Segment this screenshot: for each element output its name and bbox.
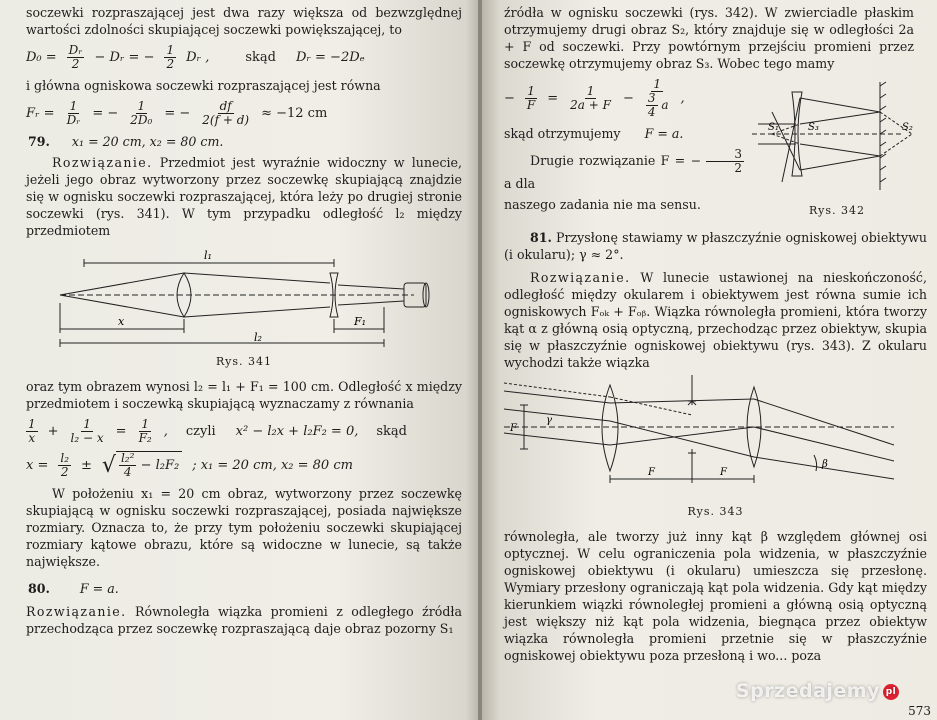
label-s2: S₂: [902, 122, 913, 133]
paragraph: soczewki rozpraszającej jest dwa razy większa od bezwzględnej wartości zdolności skupiającej soczewki powiększającej, to: [26, 5, 462, 37]
equation-and-figure: [504, 72, 927, 227]
page-number: 573: [908, 704, 931, 718]
problem-80-header: 80. F = a.: [28, 581, 119, 596]
solution-paragraph: Rozwiązanie. Równoległa wiązka promieni z odległego źródła przechodząca przez soczewkę rozpraszającą daje obraz pozorny S₁: [26, 604, 462, 636]
paragraph: i główna ogniskowa soczewki rozpraszającej jest równa: [26, 78, 381, 93]
watermark-logo: Sprzedajemy pl: [736, 680, 899, 702]
paragraph: W położeniu x₁ = 20 cm obraz, wytworzony przez soczewkę skupiającą w ognisku soczewki rozpraszającej, posiada największe rozmiary. Oznacza to, że przy tym położeniu soczewki skupiającej rozmiary kątowe obrazu, które są widoczne w lunecie, są także największe.: [26, 486, 462, 569]
fraction: $\frac{1}{\text{2D₀}}$: [130, 99, 153, 127]
equation-fr: Fᵣ = $\frac{1}{\text{Dᵣ}}$ = − $\frac{1}{\text{2D₀}}$ = − $\frac{df}{2(f + d)}$ ≈ −12 cm: [26, 99, 328, 127]
figure-caption: Rys. 341: [216, 355, 272, 368]
label-f1: F₁: [354, 315, 367, 328]
label-l1: l₁: [204, 249, 212, 262]
label-f: F: [510, 423, 517, 434]
fraction: $\frac{\text{Dᵣ}}{2}$: [68, 43, 83, 71]
problem-79-header: 79. x₁ = 20 cm, x₂ = 80 cm.: [28, 134, 224, 149]
equation-x: x = $\frac{\text{l₂}}{2}$ ± √ $\frac{\text{l₂²}}{4}$ − l₂F₂ ; x₁ = 20 cm, x₂ = 80 cm: [26, 450, 353, 479]
paragraph: równoległa, ale tworzy już inny kąt β względem głównej osi optycznej. W celu ograniczenia pola widzenia, w płaszczyźnie ogniskowej obiektywu (i okularu) umieszcza się przesłonę. Wymiary przesłony ograniczają kąt pola widzenia. Gdy kąt między kierunkiem wiązki równoległej promieni a główną osią optyczną jest większy niż kąt pola widzenia, biegnąca przez obiektyw wiązka równoległa promieni przetnie się w płaszczyźnie ogniskowej obiektywu poza przesłoną i wo... poza: [504, 529, 927, 663]
label-l2: l₂: [254, 331, 262, 344]
solution-paragraph: Rozwiązanie. Przedmiot jest wyraźnie widoczny w lunecie, jeżeli jego obraz wytworzony przez soczewkę skupiającą znajdzie się w ognisku soczewki rozpraszającej, która leży po drugiej stronie soczewki (rys. 341). W tym przypadku odległość l₂ między przedmiotem: [26, 155, 462, 238]
paragraph: 81. Przysłonę stawiamy w płaszczyźnie ogniskowej obiektywu (i okularu); γ ≈ 2°.: [504, 230, 927, 262]
figure-caption: Rys. 342: [809, 204, 865, 217]
figure-343: [504, 375, 904, 501]
equation-mirror: − $\frac{1}{F}$ = $\frac{1}{2a + F}$ − 1 $\frac{3}{4}$ a ,: [504, 77, 685, 119]
paragraph: skąd otrzymujemy F = a.: [504, 126, 684, 141]
paragraph: Drugie rozwiązanie F = − $\frac{3}{2}$ a dla: [504, 147, 742, 191]
label-s1: S₁: [768, 122, 779, 133]
equation-lens: $\frac{1}{x}$ + $\frac{1}{\text{l₂ − x}}$ = $\frac{1}{\text{F₂}}$ , czyli x² − l₂x + l₂F₂ = 0, skąd: [28, 417, 407, 445]
fraction: $\frac{1}{\text{Dᵣ}}$: [66, 99, 81, 127]
label-s3: S₃: [808, 122, 819, 133]
right-page: [482, 0, 937, 720]
fraction: $\frac{1}{2}$: [166, 43, 175, 71]
equation-d0: D₀ = $\frac{\text{Dᵣ}}{2}$ − Dᵣ = − $\frac{1}{2}$ Dᵣ , skąd Dᵣ = −2Dₑ: [26, 43, 365, 71]
paragraph: oraz tym obrazem wynosi l₂ = l₁ + F₁ = 100 cm. Odległość x między przedmiotem i soczewką skupiającą wyznaczamy z równania: [26, 379, 462, 411]
paragraph: źródła w ognisku soczewki (rys. 342). W zwierciadle płaskim otrzymujemy drugi obraz S₂, który znajduje się w odległości 2a + F od soczewki. Przy powtórnym przejściu promieni przez soczewkę otrzymujemy obraz S₃. Wobec tego mamy: [504, 5, 914, 71]
fraction: $\frac{df}{2(f + d)}$: [202, 99, 250, 127]
badge-icon: pl: [883, 684, 899, 700]
paragraph: naszego zadania nie ma sensu.: [504, 197, 701, 212]
square-root: √ $\frac{\text{l₂²}}{4}$ − l₂F₂: [102, 451, 182, 479]
figure-caption: Rys. 343: [687, 505, 744, 518]
label-f-objective: F: [648, 467, 655, 478]
solution-paragraph: Rozwiązanie. W lunecie ustawionej na nieskończoność, odległość między okularem i obiektywem jest równa sumie ich ogniskowych Fₒₖ + Fₒᵦ. Wiązka równoległa promieni, która tworzy kąt α z główną osią optyczną, przechodząc przez obiektyw, skupia się w płaszczyźnie ogniskowej obiektywu (rys. 343). Z okularu wychodzi także wiązka: [504, 270, 927, 370]
label-gamma: γ: [546, 415, 552, 426]
label-x: x: [118, 315, 125, 328]
figure-341: [54, 243, 434, 351]
label-beta: β: [822, 459, 828, 470]
top-block: [504, 4, 927, 72]
label-f-eyepiece: F: [720, 467, 727, 478]
figure-342: [752, 72, 922, 202]
